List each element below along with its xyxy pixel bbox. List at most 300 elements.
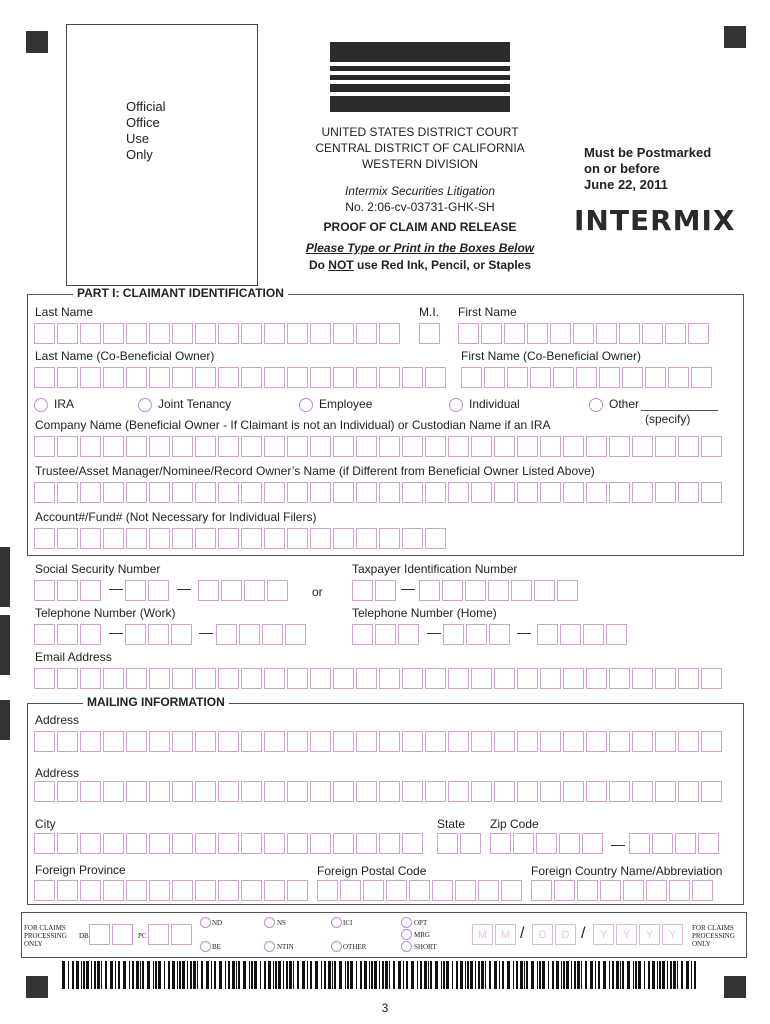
char-box[interactable] — [563, 436, 584, 457]
address1-boxes[interactable] — [34, 731, 724, 753]
char-box[interactable] — [379, 436, 400, 457]
char-box[interactable] — [606, 624, 627, 645]
char-box[interactable] — [287, 482, 308, 503]
employee-radio[interactable] — [299, 398, 313, 412]
ici-radio[interactable] — [331, 917, 342, 928]
char-box[interactable] — [34, 833, 55, 854]
char-box[interactable] — [264, 781, 285, 802]
char-box[interactable] — [287, 731, 308, 752]
char-box[interactable] — [264, 482, 285, 503]
char-box[interactable] — [398, 624, 419, 645]
char-box[interactable] — [340, 880, 361, 901]
char-box[interactable] — [701, 482, 722, 503]
char-box[interactable] — [675, 833, 696, 854]
char-box[interactable] — [287, 436, 308, 457]
foreign-country-boxes[interactable] — [531, 880, 715, 902]
char-box[interactable] — [112, 924, 133, 945]
char-box[interactable] — [642, 323, 663, 344]
other-specify-line[interactable] — [641, 410, 718, 411]
char-box[interactable] — [149, 880, 170, 901]
char-box[interactable] — [57, 668, 78, 689]
date-year-box[interactable]: Y — [639, 924, 660, 945]
date-month-box[interactable]: M — [495, 924, 516, 945]
char-box[interactable] — [241, 668, 262, 689]
char-box[interactable] — [57, 482, 78, 503]
char-box[interactable] — [691, 367, 712, 388]
char-box[interactable] — [356, 781, 377, 802]
char-box[interactable] — [586, 482, 607, 503]
char-box[interactable] — [241, 528, 262, 549]
char-box[interactable] — [34, 436, 55, 457]
char-box[interactable] — [195, 668, 216, 689]
char-box[interactable] — [460, 833, 481, 854]
char-box[interactable] — [34, 880, 55, 901]
char-box[interactable] — [645, 367, 666, 388]
char-box[interactable] — [310, 482, 331, 503]
char-box[interactable] — [425, 668, 446, 689]
char-box[interactable] — [363, 880, 384, 901]
account-boxes[interactable] — [34, 528, 448, 550]
char-box[interactable] — [89, 924, 110, 945]
char-box[interactable] — [563, 731, 584, 752]
tel-work-line[interactable] — [216, 624, 308, 646]
foreign-province-boxes[interactable] — [34, 880, 310, 902]
char-box[interactable] — [218, 323, 239, 344]
tel-home-prefix[interactable] — [443, 624, 512, 646]
char-box[interactable] — [537, 624, 558, 645]
char-box[interactable] — [34, 668, 55, 689]
char-box[interactable] — [34, 323, 55, 344]
char-box[interactable] — [172, 436, 193, 457]
char-box[interactable] — [678, 668, 699, 689]
char-box[interactable] — [287, 833, 308, 854]
char-box[interactable] — [504, 323, 525, 344]
char-box[interactable] — [34, 482, 55, 503]
char-box[interactable] — [701, 731, 722, 752]
char-box[interactable] — [126, 668, 147, 689]
char-box[interactable] — [669, 880, 690, 901]
char-box[interactable] — [513, 833, 534, 854]
ns-radio[interactable] — [264, 917, 275, 928]
char-box[interactable] — [171, 624, 192, 645]
char-box[interactable] — [352, 580, 373, 601]
char-box[interactable] — [241, 880, 262, 901]
city-boxes[interactable] — [34, 833, 425, 855]
char-box[interactable] — [195, 323, 216, 344]
char-box[interactable] — [244, 580, 265, 601]
char-box[interactable] — [172, 323, 193, 344]
char-box[interactable] — [195, 482, 216, 503]
char-box[interactable] — [437, 833, 458, 854]
tel-work-area[interactable] — [34, 624, 103, 646]
char-box[interactable] — [241, 833, 262, 854]
char-box[interactable] — [126, 880, 147, 901]
char-box[interactable] — [609, 436, 630, 457]
char-box[interactable] — [57, 528, 78, 549]
mi-box[interactable] — [419, 323, 442, 345]
char-box[interactable] — [80, 880, 101, 901]
char-box[interactable] — [652, 833, 673, 854]
char-box[interactable] — [195, 833, 216, 854]
char-box[interactable] — [103, 323, 124, 344]
char-box[interactable] — [563, 781, 584, 802]
char-box[interactable] — [560, 624, 581, 645]
char-box[interactable] — [264, 880, 285, 901]
char-box[interactable] — [701, 436, 722, 457]
char-box[interactable] — [356, 731, 377, 752]
char-box[interactable] — [80, 580, 101, 601]
char-box[interactable] — [264, 323, 285, 344]
date-month-box[interactable]: M — [472, 924, 493, 945]
char-box[interactable] — [425, 781, 446, 802]
char-box[interactable] — [241, 781, 262, 802]
char-box[interactable] — [80, 323, 101, 344]
char-box[interactable] — [218, 833, 239, 854]
char-box[interactable] — [534, 580, 555, 601]
char-box[interactable] — [402, 436, 423, 457]
char-box[interactable] — [701, 668, 722, 689]
char-box[interactable] — [458, 323, 479, 344]
char-box[interactable] — [622, 367, 643, 388]
char-box[interactable] — [432, 880, 453, 901]
char-box[interactable] — [678, 781, 699, 802]
mrg-radio[interactable] — [401, 929, 412, 940]
char-box[interactable] — [264, 528, 285, 549]
char-box[interactable] — [172, 668, 193, 689]
char-box[interactable] — [586, 781, 607, 802]
char-box[interactable] — [678, 436, 699, 457]
zip-boxes[interactable] — [490, 833, 605, 855]
char-box[interactable] — [563, 482, 584, 503]
char-box[interactable] — [511, 580, 532, 601]
pc-boxes[interactable] — [148, 924, 194, 946]
char-box[interactable] — [34, 580, 55, 601]
char-box[interactable] — [195, 731, 216, 752]
char-box[interactable] — [34, 781, 55, 802]
char-box[interactable] — [531, 880, 552, 901]
char-box[interactable] — [172, 367, 193, 388]
char-box[interactable] — [287, 323, 308, 344]
char-box[interactable] — [356, 668, 377, 689]
char-box[interactable] — [576, 367, 597, 388]
char-box[interactable] — [489, 624, 510, 645]
char-box[interactable] — [198, 580, 219, 601]
char-box[interactable] — [573, 323, 594, 344]
char-box[interactable] — [103, 367, 124, 388]
char-box[interactable] — [448, 482, 469, 503]
state-boxes[interactable] — [437, 833, 483, 855]
char-box[interactable] — [356, 482, 377, 503]
char-box[interactable] — [356, 367, 377, 388]
char-box[interactable] — [471, 482, 492, 503]
char-box[interactable] — [333, 668, 354, 689]
char-box[interactable] — [57, 880, 78, 901]
char-box[interactable] — [57, 367, 78, 388]
char-box[interactable] — [402, 482, 423, 503]
char-box[interactable] — [195, 367, 216, 388]
date-year-box[interactable]: Y — [593, 924, 614, 945]
tel-home-area[interactable] — [352, 624, 421, 646]
char-box[interactable] — [148, 624, 169, 645]
char-box[interactable] — [596, 323, 617, 344]
char-box[interactable] — [494, 781, 515, 802]
char-box[interactable] — [527, 323, 548, 344]
char-box[interactable] — [57, 781, 78, 802]
char-box[interactable] — [586, 436, 607, 457]
char-box[interactable] — [356, 436, 377, 457]
char-box[interactable] — [517, 781, 538, 802]
char-box[interactable] — [540, 482, 561, 503]
char-box[interactable] — [262, 624, 283, 645]
char-box[interactable] — [195, 436, 216, 457]
char-box[interactable] — [402, 528, 423, 549]
char-box[interactable] — [172, 528, 193, 549]
char-box[interactable] — [333, 781, 354, 802]
char-box[interactable] — [379, 482, 400, 503]
char-box[interactable] — [698, 833, 719, 854]
char-box[interactable] — [356, 323, 377, 344]
char-box[interactable] — [239, 624, 260, 645]
char-box[interactable] — [517, 731, 538, 752]
char-box[interactable] — [448, 668, 469, 689]
char-box[interactable] — [632, 781, 653, 802]
char-box[interactable] — [103, 482, 124, 503]
char-box[interactable] — [218, 668, 239, 689]
char-box[interactable] — [577, 880, 598, 901]
char-box[interactable] — [425, 367, 446, 388]
char-box[interactable] — [310, 367, 331, 388]
char-box[interactable] — [172, 781, 193, 802]
char-box[interactable] — [559, 833, 580, 854]
char-box[interactable] — [655, 668, 676, 689]
tel-work-prefix[interactable] — [125, 624, 194, 646]
char-box[interactable] — [80, 833, 101, 854]
char-box[interactable] — [448, 436, 469, 457]
char-box[interactable] — [563, 668, 584, 689]
char-box[interactable] — [494, 668, 515, 689]
char-box[interactable] — [126, 323, 147, 344]
char-box[interactable] — [490, 833, 511, 854]
char-box[interactable] — [402, 731, 423, 752]
char-box[interactable] — [172, 482, 193, 503]
char-box[interactable] — [501, 880, 522, 901]
char-box[interactable] — [57, 580, 78, 601]
company-boxes[interactable] — [34, 436, 724, 458]
joint-tenancy-radio[interactable] — [138, 398, 152, 412]
char-box[interactable] — [333, 731, 354, 752]
char-box[interactable] — [287, 528, 308, 549]
char-box[interactable] — [419, 323, 440, 344]
char-box[interactable] — [550, 323, 571, 344]
char-box[interactable] — [609, 731, 630, 752]
char-box[interactable] — [218, 781, 239, 802]
char-box[interactable] — [632, 436, 653, 457]
char-box[interactable] — [678, 482, 699, 503]
char-box[interactable] — [310, 323, 331, 344]
char-box[interactable] — [333, 482, 354, 503]
char-box[interactable] — [536, 833, 557, 854]
char-box[interactable] — [80, 367, 101, 388]
char-box[interactable] — [386, 880, 407, 901]
char-box[interactable] — [465, 580, 486, 601]
char-box[interactable] — [375, 580, 396, 601]
char-box[interactable] — [655, 781, 676, 802]
char-box[interactable] — [379, 668, 400, 689]
char-box[interactable] — [317, 880, 338, 901]
char-box[interactable] — [599, 367, 620, 388]
char-box[interactable] — [126, 528, 147, 549]
char-box[interactable] — [655, 436, 676, 457]
char-box[interactable] — [149, 731, 170, 752]
char-box[interactable] — [126, 833, 147, 854]
char-box[interactable] — [582, 833, 603, 854]
char-box[interactable] — [149, 436, 170, 457]
char-box[interactable] — [241, 731, 262, 752]
char-box[interactable] — [540, 668, 561, 689]
char-box[interactable] — [57, 436, 78, 457]
char-box[interactable] — [692, 880, 713, 901]
char-box[interactable] — [80, 528, 101, 549]
char-box[interactable] — [352, 624, 373, 645]
char-box[interactable] — [171, 924, 192, 945]
char-box[interactable] — [484, 367, 505, 388]
tin-part2[interactable] — [419, 580, 580, 602]
char-box[interactable] — [287, 781, 308, 802]
char-box[interactable] — [466, 624, 487, 645]
char-box[interactable] — [443, 624, 464, 645]
char-box[interactable] — [488, 580, 509, 601]
char-box[interactable] — [655, 731, 676, 752]
char-box[interactable] — [287, 668, 308, 689]
char-box[interactable] — [264, 436, 285, 457]
char-box[interactable] — [600, 880, 621, 901]
char-box[interactable] — [333, 528, 354, 549]
char-box[interactable] — [507, 367, 528, 388]
char-box[interactable] — [149, 482, 170, 503]
char-box[interactable] — [287, 367, 308, 388]
char-box[interactable] — [218, 731, 239, 752]
char-box[interactable] — [149, 833, 170, 854]
char-box[interactable] — [264, 367, 285, 388]
char-box[interactable] — [425, 528, 446, 549]
char-box[interactable] — [494, 731, 515, 752]
ssn-part2[interactable] — [125, 580, 171, 602]
char-box[interactable] — [218, 436, 239, 457]
tel-home-line[interactable] — [537, 624, 629, 646]
char-box[interactable] — [149, 367, 170, 388]
char-box[interactable] — [126, 731, 147, 752]
char-box[interactable] — [632, 482, 653, 503]
short-radio[interactable] — [401, 941, 412, 952]
char-box[interactable] — [623, 880, 644, 901]
char-box[interactable] — [310, 731, 331, 752]
char-box[interactable] — [148, 924, 169, 945]
first-name-co-boxes[interactable] — [461, 367, 714, 389]
char-box[interactable] — [195, 528, 216, 549]
char-box[interactable] — [333, 436, 354, 457]
char-box[interactable] — [172, 731, 193, 752]
char-box[interactable] — [379, 731, 400, 752]
char-box[interactable] — [310, 668, 331, 689]
date-year-box[interactable]: Y — [616, 924, 637, 945]
char-box[interactable] — [333, 833, 354, 854]
char-box[interactable] — [80, 482, 101, 503]
char-box[interactable] — [540, 731, 561, 752]
char-box[interactable] — [264, 668, 285, 689]
char-box[interactable] — [379, 528, 400, 549]
char-box[interactable] — [218, 367, 239, 388]
char-box[interactable] — [553, 367, 574, 388]
char-box[interactable] — [471, 731, 492, 752]
char-box[interactable] — [126, 781, 147, 802]
char-box[interactable] — [609, 668, 630, 689]
date-year-box[interactable]: Y — [662, 924, 683, 945]
char-box[interactable] — [333, 367, 354, 388]
char-box[interactable] — [34, 528, 55, 549]
char-box[interactable] — [554, 880, 575, 901]
date-day-box[interactable]: D — [555, 924, 576, 945]
char-box[interactable] — [310, 833, 331, 854]
char-box[interactable] — [425, 436, 446, 457]
char-box[interactable] — [57, 624, 78, 645]
char-box[interactable] — [402, 367, 423, 388]
char-box[interactable] — [241, 367, 262, 388]
char-box[interactable] — [419, 580, 440, 601]
char-box[interactable] — [471, 668, 492, 689]
zip4-boxes[interactable] — [629, 833, 721, 855]
char-box[interactable] — [448, 781, 469, 802]
char-box[interactable] — [356, 528, 377, 549]
char-box[interactable] — [218, 528, 239, 549]
char-box[interactable] — [57, 833, 78, 854]
ssn-part1[interactable] — [34, 580, 103, 602]
char-box[interactable] — [80, 731, 101, 752]
char-box[interactable] — [481, 323, 502, 344]
char-box[interactable] — [125, 580, 146, 601]
char-box[interactable] — [701, 781, 722, 802]
char-box[interactable] — [632, 668, 653, 689]
char-box[interactable] — [478, 880, 499, 901]
char-box[interactable] — [310, 436, 331, 457]
char-box[interactable] — [646, 880, 667, 901]
char-box[interactable] — [455, 880, 476, 901]
other-radio[interactable] — [589, 398, 603, 412]
char-box[interactable] — [103, 528, 124, 549]
char-box[interactable] — [103, 781, 124, 802]
char-box[interactable] — [609, 781, 630, 802]
char-box[interactable] — [285, 624, 306, 645]
char-box[interactable] — [287, 880, 308, 901]
char-box[interactable] — [126, 482, 147, 503]
char-box[interactable] — [241, 323, 262, 344]
char-box[interactable] — [668, 367, 689, 388]
char-box[interactable] — [126, 367, 147, 388]
char-box[interactable] — [216, 624, 237, 645]
char-box[interactable] — [80, 624, 101, 645]
char-box[interactable] — [425, 482, 446, 503]
char-box[interactable] — [619, 323, 640, 344]
char-box[interactable] — [442, 580, 463, 601]
char-box[interactable] — [149, 781, 170, 802]
char-box[interactable] — [172, 880, 193, 901]
char-box[interactable] — [149, 528, 170, 549]
char-box[interactable] — [34, 624, 55, 645]
char-box[interactable] — [688, 323, 709, 344]
char-box[interactable] — [103, 880, 124, 901]
foreign-postal-boxes[interactable] — [317, 880, 524, 902]
char-box[interactable] — [103, 731, 124, 752]
char-box[interactable] — [310, 528, 331, 549]
